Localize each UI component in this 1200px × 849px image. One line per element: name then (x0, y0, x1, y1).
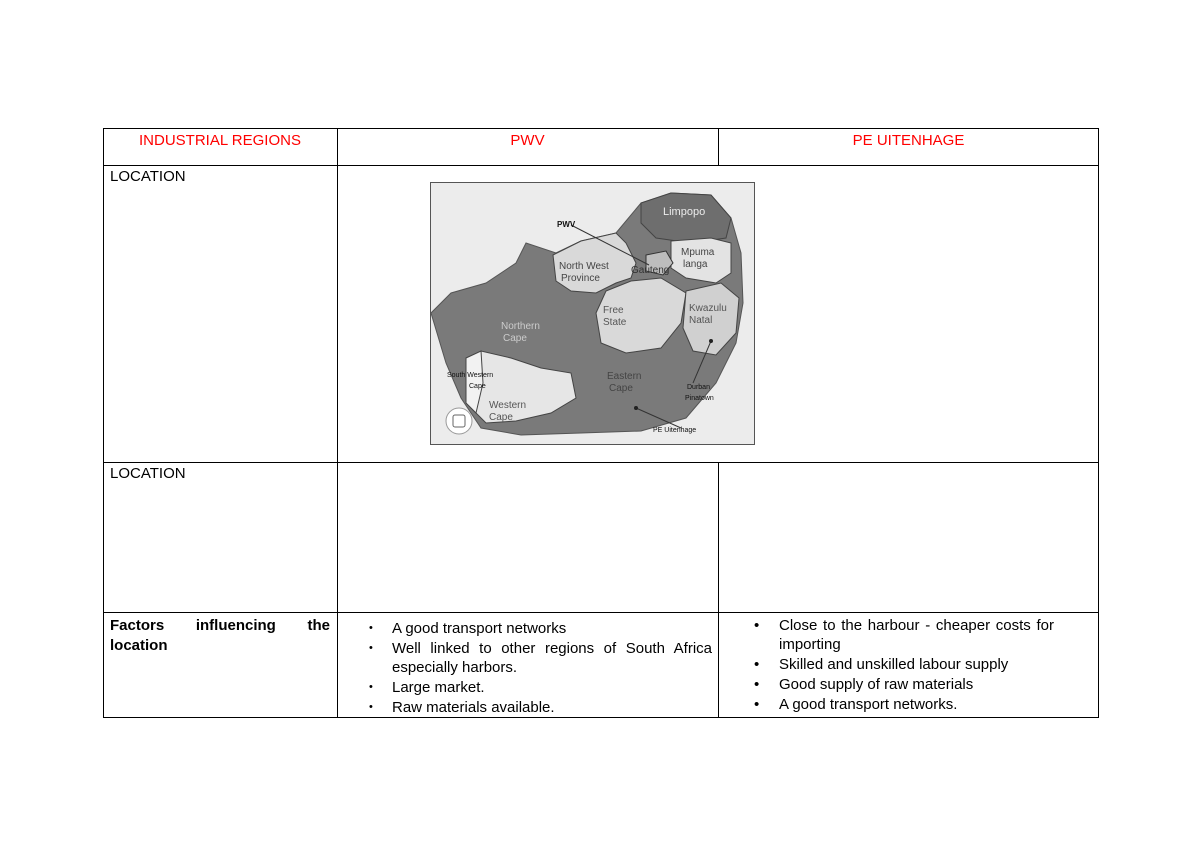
header-pe-uitenhage: PE UITENHAGE (852, 132, 965, 149)
table-divider-row2 (103, 462, 1099, 463)
map-label-kwazulu: Kwazulu (689, 303, 727, 314)
pe-factors-list (752, 616, 1054, 714)
table-divider-row1 (103, 165, 1099, 166)
map-label-cape-western: Cape (489, 412, 513, 423)
factors-word-2: influencing (195, 617, 276, 634)
map-label-free: Free (603, 305, 624, 316)
list-item: • Well linked to other regions of South Africa especially harbors. (365, 639, 712, 677)
list-item: • Large market. (365, 678, 712, 697)
map-label-gauteng: Gauteng (631, 265, 670, 276)
table-divider-col2-bottom (718, 462, 719, 718)
header-industrial-regions: INDUSTRIAL REGIONS (139, 132, 301, 149)
south-africa-map (430, 182, 755, 445)
pe-factors-cell (752, 616, 1054, 715)
map-label-cape-northern: Cape (503, 333, 527, 344)
factors-label-line1 (110, 616, 330, 636)
list-item: • Raw materials available. (365, 698, 712, 717)
map-label-state: State (603, 317, 627, 328)
map-label-northern: Northern (501, 321, 540, 332)
map-label-south-western: South Western (447, 372, 494, 379)
header-pwv: PWV (510, 132, 545, 149)
map-label-pinatown: Pinatown (685, 395, 714, 402)
list-item: • Close to the harbour - cheaper costs for importing (752, 616, 1054, 654)
table-divider-col1 (337, 128, 338, 718)
durban-marker (709, 339, 713, 343)
map-label-natal: Natal (689, 315, 713, 326)
lens-icon (446, 408, 472, 434)
map-label-durban: Durban (687, 384, 710, 391)
map-label-north-west: North West (559, 261, 609, 272)
factors-word-1: Factors (110, 617, 165, 634)
list-item: • A good transport networks (365, 619, 712, 638)
map-label-cape-south-western: Cape (469, 383, 486, 390)
list-item: • Skilled and unskilled labour supply (752, 655, 1054, 674)
map-label-langa: langa (683, 259, 708, 270)
list-item: • Good supply of raw materials (752, 675, 1054, 694)
pe-uitenhage-marker (634, 406, 638, 410)
map-label-cape-eastern: Cape (609, 383, 633, 394)
map-label-pwv: PWV (557, 220, 576, 229)
map-label-eastern: Eastern (607, 371, 642, 382)
map-svg (431, 183, 754, 444)
row-label-location-1: LOCATION (110, 168, 186, 185)
pwv-factors-list (365, 619, 712, 717)
map-label-mpuma: Mpuma (681, 247, 715, 258)
row-label-location-2: LOCATION (110, 465, 186, 482)
map-label-limpopo: Limpopo (663, 206, 706, 218)
pwv-factors-cell (365, 619, 712, 718)
factors-label-line2: location (110, 637, 168, 654)
row-label-factors (110, 616, 330, 656)
map-label-pe-uitenhage: PE Uitenhage (653, 427, 697, 434)
list-item: • A good transport networks. (752, 695, 1054, 714)
table-divider-row3 (103, 612, 1099, 613)
factors-word-3: the (307, 617, 330, 634)
map-label-western: Western (489, 400, 527, 411)
map-label-province: Province (561, 273, 600, 284)
